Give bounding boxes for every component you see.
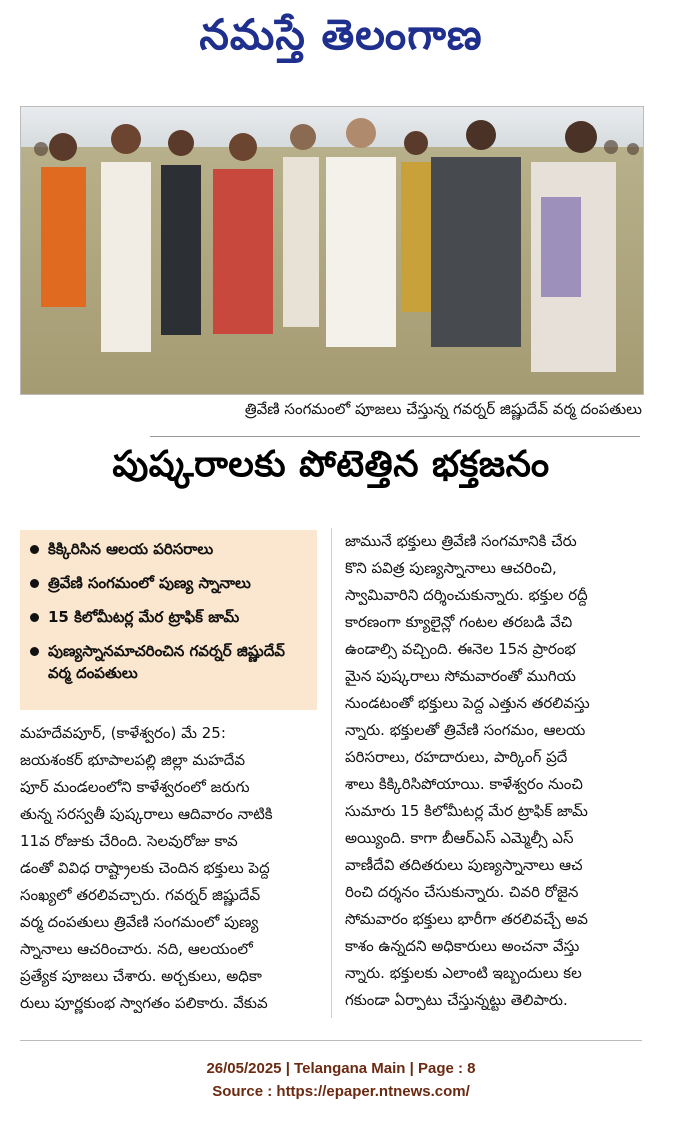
news-photo xyxy=(20,106,644,395)
body-line: రించి దర్శనం చేసుకున్నారు. చివరి రోజైన xyxy=(345,883,579,901)
highlight-item: పుణ్యస్నానమాచరించిన గవర్నర్ జిష్ణుదేవ్ వర్మ దంపతులు xyxy=(30,640,311,684)
body-line: వాణీదేవి తదితరులు పుణ్యస్నానాలు ఆచ xyxy=(345,856,583,874)
body-line: స్నానాలు ఆచరించారు. నది, ఆలయంలో xyxy=(20,940,253,958)
photo-caption: త్రివేణి సంగమంలో పూజలు చేస్తున్న గవర్నర్ జిష్ణుదేవ్ వర్మ దంపతులు xyxy=(244,400,642,418)
footer-source-link[interactable]: Source : https://epaper.ntnews.com/ xyxy=(212,1083,470,1100)
body-line: వర్మ దంపతులు త్రివేణి సంగమంలో పుణ్య xyxy=(20,913,259,931)
body-line: నుండటంతో భక్తులు పెద్ద ఎత్తున తరలివస్తు xyxy=(345,694,590,712)
body-line: ప్రత్యేక పూజలు చేశారు. అర్చకులు, అధికా xyxy=(20,967,262,985)
body-line: సోమవారం భక్తులు భారీగా తరలివచ్చే అవ xyxy=(345,910,588,928)
body-line: తున్న సరస్వతీ పుష్కరాలు ఆదివారం నాటికి xyxy=(20,805,273,823)
footer-edition-info: 26/05/2025 | Telangana Main | Page : 8 xyxy=(206,1060,476,1077)
body-line: పూర్ మండలంలోని కాళేశ్వరంలో జరుగు xyxy=(20,778,250,796)
body-line: కాశం ఉన్నదని అధికారులు అంచనా వేస్తు xyxy=(345,937,580,955)
article-body-right-column xyxy=(345,528,642,1014)
body-line: అయ్యింది. కాగా బీఆర్ఎస్ ఎమ్మెల్సీ ఎస్ xyxy=(345,829,574,847)
body-line: సంఖ్యలో తరలివచ్చారు. గవర్నర్ జిష్ణుదేవ్ xyxy=(20,886,261,904)
body-line: మైన పుష్కరాలు సోమవారంతో ముగియ xyxy=(345,667,576,685)
newspaper-masthead: నమస్తే తెలంగాణ xyxy=(199,10,483,59)
body-line: జయశంకర్ భూపాలపల్లి జిల్లా మహదేవ xyxy=(20,751,245,769)
footer-divider xyxy=(20,1040,642,1041)
body-line: రులు పూర్ణకుంభ స్వాగతం పలికారు. వేకువ xyxy=(20,994,268,1012)
article-body-left-column xyxy=(20,720,317,1017)
body-line: డంతో వివిధ రాష్ట్రాలకు చెందిన భక్తులు పెద్ద xyxy=(20,859,270,877)
highlights-box xyxy=(20,530,317,710)
highlight-item: త్రివేణి సంగమంలో పుణ్య స్నానాలు xyxy=(30,572,311,594)
body-line: కారణంగా క్యూలైన్లో గంటల తరబడి వేచి xyxy=(345,613,573,631)
body-line: 11వ రోజుకు చేరింది. సెలవురోజు కావ xyxy=(20,832,238,850)
body-line: జామునే భక్తులు త్రివేణి సంగమానికి చేరు xyxy=(345,532,577,550)
body-line: మహదేవపూర్, (కాళేశ్వరం) మే 25: xyxy=(20,724,226,742)
photo-image xyxy=(21,107,643,394)
highlight-item: 15 కిలోమీటర్ల మేర ట్రాఫిక్ జామ్ xyxy=(30,606,311,628)
body-line: సుమారు 15 కిలోమీటర్ల మేర ట్రాఫిక్ జామ్ xyxy=(345,802,588,820)
body-line: కొని పవిత్ర పుణ్యస్నానాలు ఆచరించి, xyxy=(345,559,557,577)
body-line: పరిసరాలు, రహదారులు, పార్కింగ్ ప్రదే xyxy=(345,748,568,766)
body-line: శాలు కిక్కిరిసిపోయాయి. కాళేశ్వరం నుంచి xyxy=(345,775,583,793)
body-line: గకుండా ఏర్పాటు చేస్తున్నట్టు తెలిపారు. xyxy=(345,991,568,1009)
column-divider xyxy=(331,528,332,1018)
caption-divider xyxy=(150,436,640,437)
body-line: న్నారు. భక్తులకు ఎలాంటి ఇబ్బందులు కల xyxy=(345,964,582,982)
body-line: ఉండాల్సి వచ్చింది. ఈనెల 15న ప్రారంభ xyxy=(345,640,576,658)
highlight-item: కిక్కిరిసిన ఆలయ పరిసరాలు xyxy=(30,538,311,560)
article-headline: పుష్కరాలకు పోటెత్తిన భక్తజనం xyxy=(112,444,550,485)
body-line: స్వామివారిని దర్శించుకున్నారు. భక్తుల రద్దీ xyxy=(345,586,588,604)
body-line: న్నారు. భక్తులతో త్రివేణి సంగమం, ఆలయ xyxy=(345,721,586,739)
